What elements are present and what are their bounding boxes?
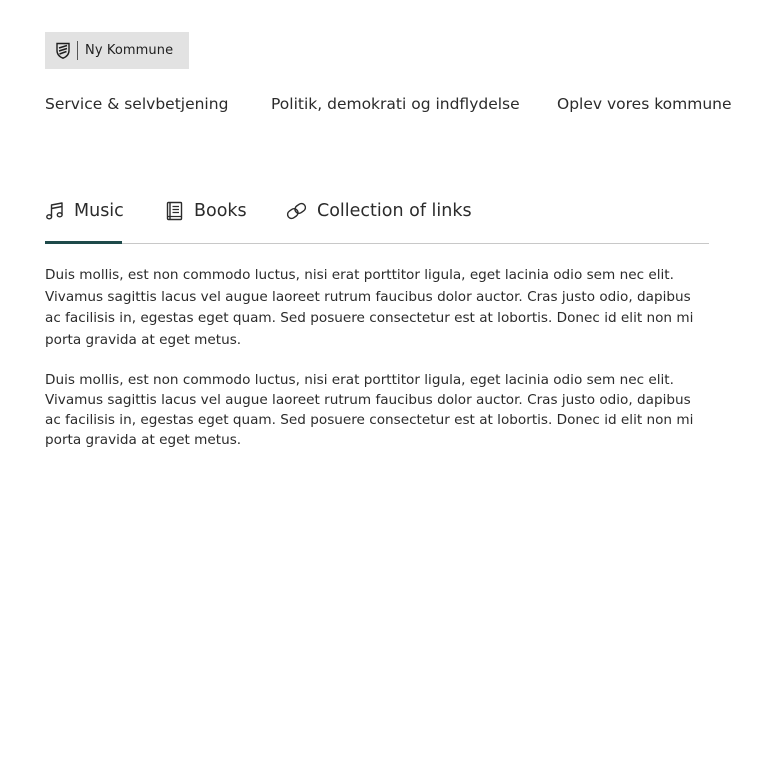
content-paragraph: Duis mollis, est non commodo luctus, nisi erat porttitor ligula, eget lacinia odio sem nec elit. Vivamus sagittis lacus vel augue laoreet rutrum faucibus dolor auctor. Cras justo odio, dapibus ac facilisis in, egestas eget quam. Sed posuere consectetur est at lobortis. Donec id elit non mi porta gravida at eget metus. (45, 267, 694, 348)
tab-music[interactable] (45, 196, 122, 242)
tab-books-label: Books (194, 201, 247, 221)
book-icon (165, 201, 185, 221)
nav-link-service[interactable]: Service & selvbetjening (45, 95, 229, 113)
nav-link-oplev[interactable]: Oplev vores kommune (557, 95, 732, 113)
shield-crest-icon (55, 42, 71, 60)
content-paragraph: Duis mollis, est non commodo luctus, nisi erat porttitor ligula, eget lacinia odio sem nec elit. Vivamus sagittis lacus vel augue laoreet rutrum faucibus dolor auctor. Cras justo odio, dapibus ac facilisis in, egestas eget quam. Sed posuere consectetur est at lobortis. Donec id elit non mi porta gravida at eget metus. (45, 372, 694, 448)
tab-collection-of-links-label: Collection of links (317, 201, 472, 221)
tab-collection-of-links[interactable] (285, 196, 472, 242)
tab-books[interactable] (165, 196, 247, 242)
link-icon (285, 201, 308, 221)
main-nav (45, 93, 735, 117)
tab-music-label: Music (74, 201, 124, 221)
logo-name: Ny Kommune (85, 43, 174, 58)
logo[interactable] (45, 32, 189, 69)
tab-bar (45, 196, 709, 244)
logo-divider (77, 41, 78, 60)
music-note-icon (45, 201, 65, 221)
tab-panel-music (45, 265, 709, 451)
nav-link-politik[interactable]: Politik, demokrati og indflydelse (271, 95, 520, 113)
